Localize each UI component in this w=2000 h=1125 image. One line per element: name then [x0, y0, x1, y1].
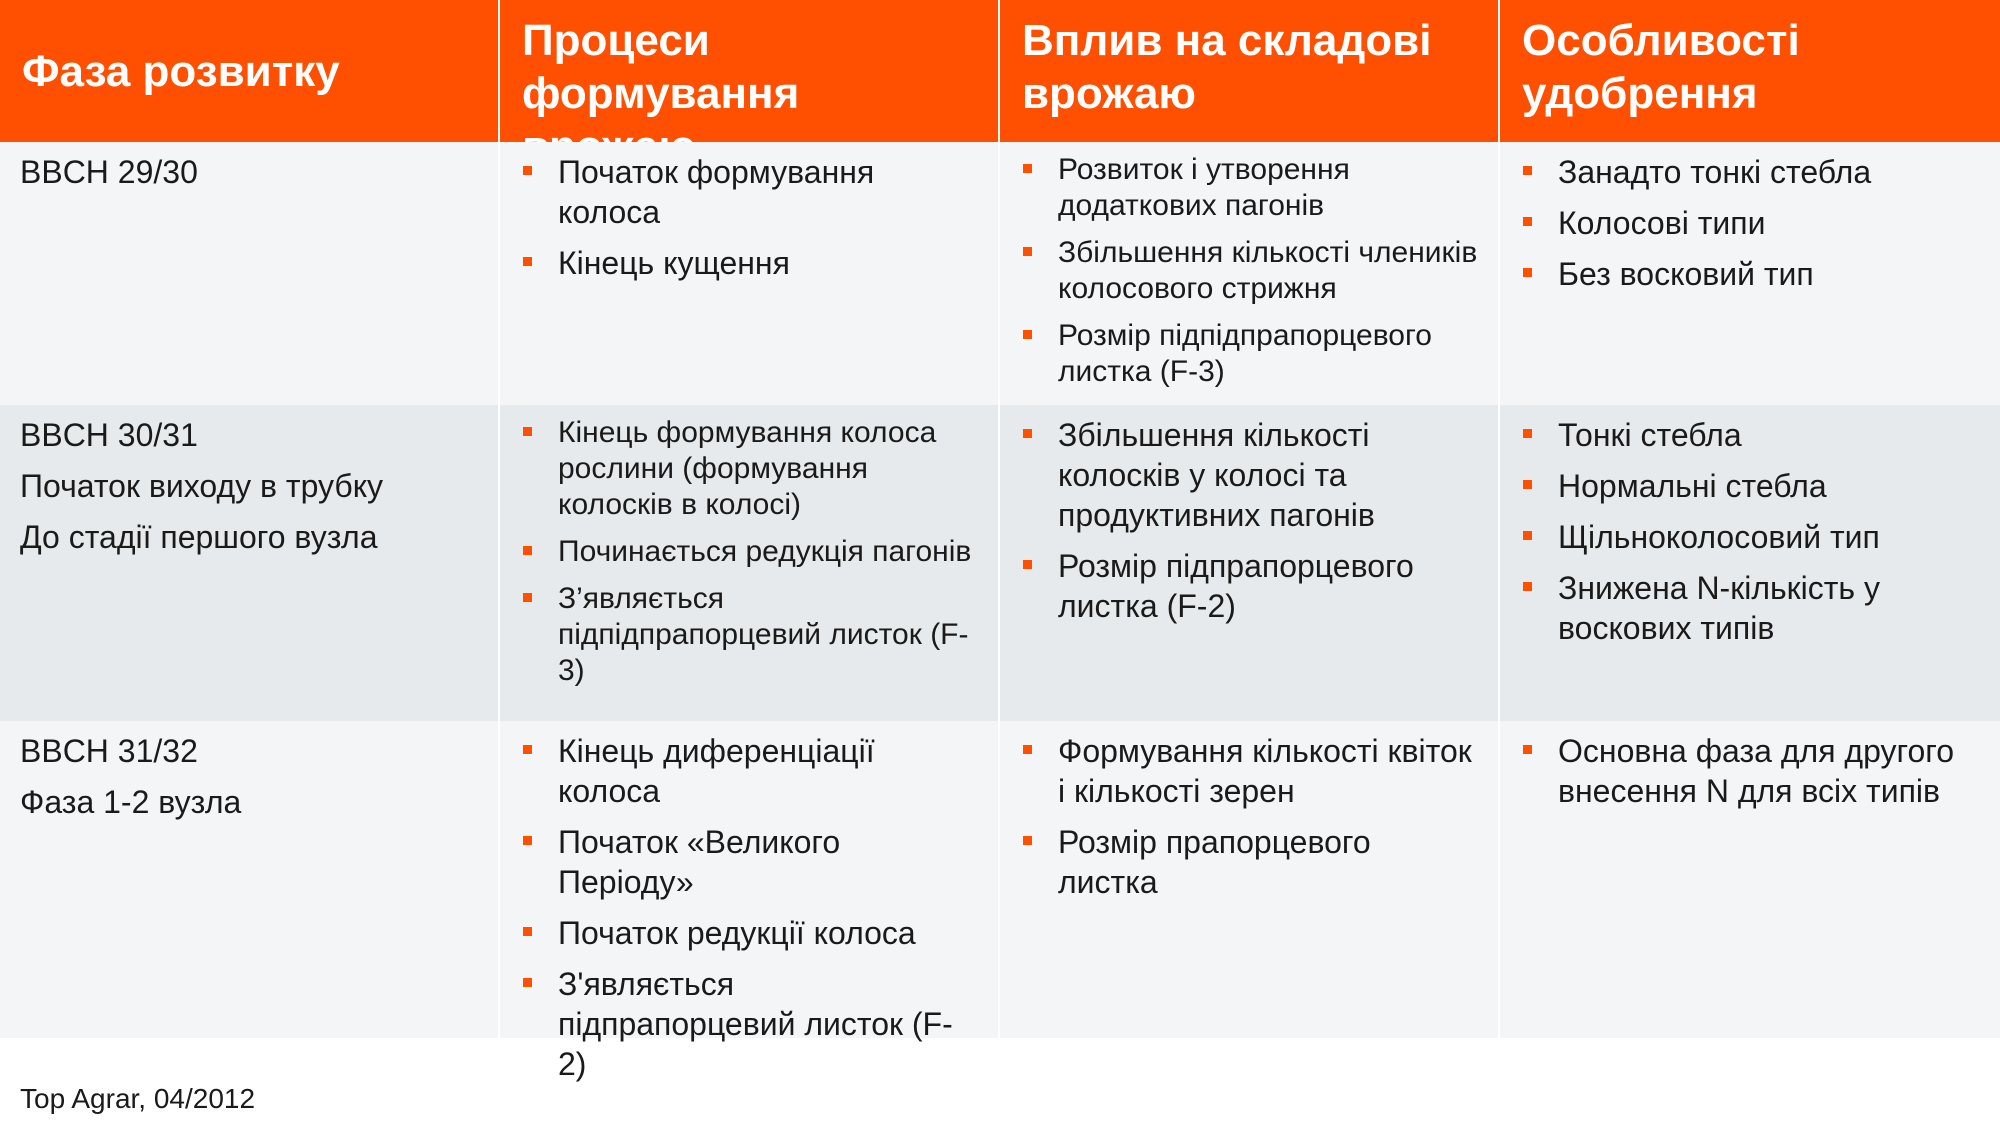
list-item: Збільшення кількості члеників колосового стрижня: [1020, 235, 1478, 307]
header-fertilization-label: Особливості удобрення: [1522, 16, 1800, 118]
list-item: Щільноколосовий тип: [1520, 517, 1980, 557]
list-item: Починається редукція пагонів: [520, 534, 978, 570]
processes-cell: [500, 142, 998, 405]
phase-text: BBCH 29/30: [20, 154, 198, 190]
list-item: Розмір підпрапорцевого листка (F-2): [1020, 546, 1478, 626]
table-row: [0, 721, 2000, 1082]
list-item: Формування кількості квіток і кількості зерен: [1020, 731, 1478, 811]
header-fertilization: [1500, 0, 2000, 142]
list-item: Кінець формування колоса рослини (формування колосків в колосі): [520, 415, 978, 523]
list-item: Розмір прапорцевого листка: [1020, 822, 1478, 902]
list-item: Кінець кущення: [520, 243, 978, 283]
list-item: З'являється підпрапорцевий листок (F-2): [520, 964, 978, 1084]
header-influence-label: Вплив на складові врожаю: [1022, 16, 1432, 118]
list-item: Колосові типи: [1520, 203, 1980, 243]
list-item: Початок редукції колоса: [520, 913, 978, 953]
source-citation: Top Agrar, 04/2012: [20, 1083, 256, 1114]
phase-text: BBCH 31/32: [20, 733, 198, 769]
list-item: Занадто тонкі стебла: [1520, 152, 1980, 192]
list-item: Кінець диференціації колоса: [520, 731, 978, 811]
phase-text: BBCH 30/31: [20, 417, 198, 453]
list-item: Нормальні стебла: [1520, 466, 1980, 506]
list-item: Збільшення кількості колосків у колосі та продуктивних пагонів: [1020, 415, 1478, 535]
header-influence: [1000, 0, 1498, 142]
header-processes-label: Процеси формування: [522, 16, 800, 118]
list-item: З’являється підпідпрапорцевий листок (F-3): [520, 581, 978, 689]
list-item: Розмір підпідпрапорцевого листка (F-3): [1020, 318, 1478, 390]
phase-cell: [0, 721, 498, 1038]
influence-cell: [1000, 142, 1498, 405]
phase-cell: [0, 405, 498, 721]
list-item: Тонкі стебла: [1520, 415, 1980, 455]
header-phase: [0, 0, 498, 142]
fertilization-cell: [1500, 721, 2000, 1038]
list-item: Знижена N-кількість у воскових типів: [1520, 568, 1980, 648]
fertilization-cell: [1500, 405, 2000, 721]
influence-cell: [1000, 405, 1498, 721]
header-phase-label: Фаза розвитку: [22, 46, 340, 96]
list-item: Розвиток і утворення додаткових пагонів: [1020, 152, 1478, 224]
header-processes: [500, 0, 998, 142]
phase-text: До стадії першого вузла: [20, 519, 378, 555]
phase-text: Початок виходу в трубку: [20, 468, 384, 504]
processes-cell: [500, 405, 998, 721]
fertilization-cell: [1500, 142, 2000, 405]
phase-text: Фаза 1-2 вузла: [20, 784, 242, 820]
list-item: Основна фаза для другого внесення N для всіх типів: [1520, 731, 1980, 811]
influence-cell: [1000, 721, 1498, 1038]
list-item: Без восковий тип: [1520, 254, 1980, 294]
table-row: [0, 142, 2000, 405]
phase-table: [0, 0, 2000, 142]
processes-cell: [500, 721, 998, 1082]
table-row: [0, 405, 2000, 721]
list-item: Початок формування колоса: [520, 152, 978, 232]
phase-cell: [0, 142, 498, 405]
list-item: Початок «Великого Періоду»: [520, 822, 978, 902]
